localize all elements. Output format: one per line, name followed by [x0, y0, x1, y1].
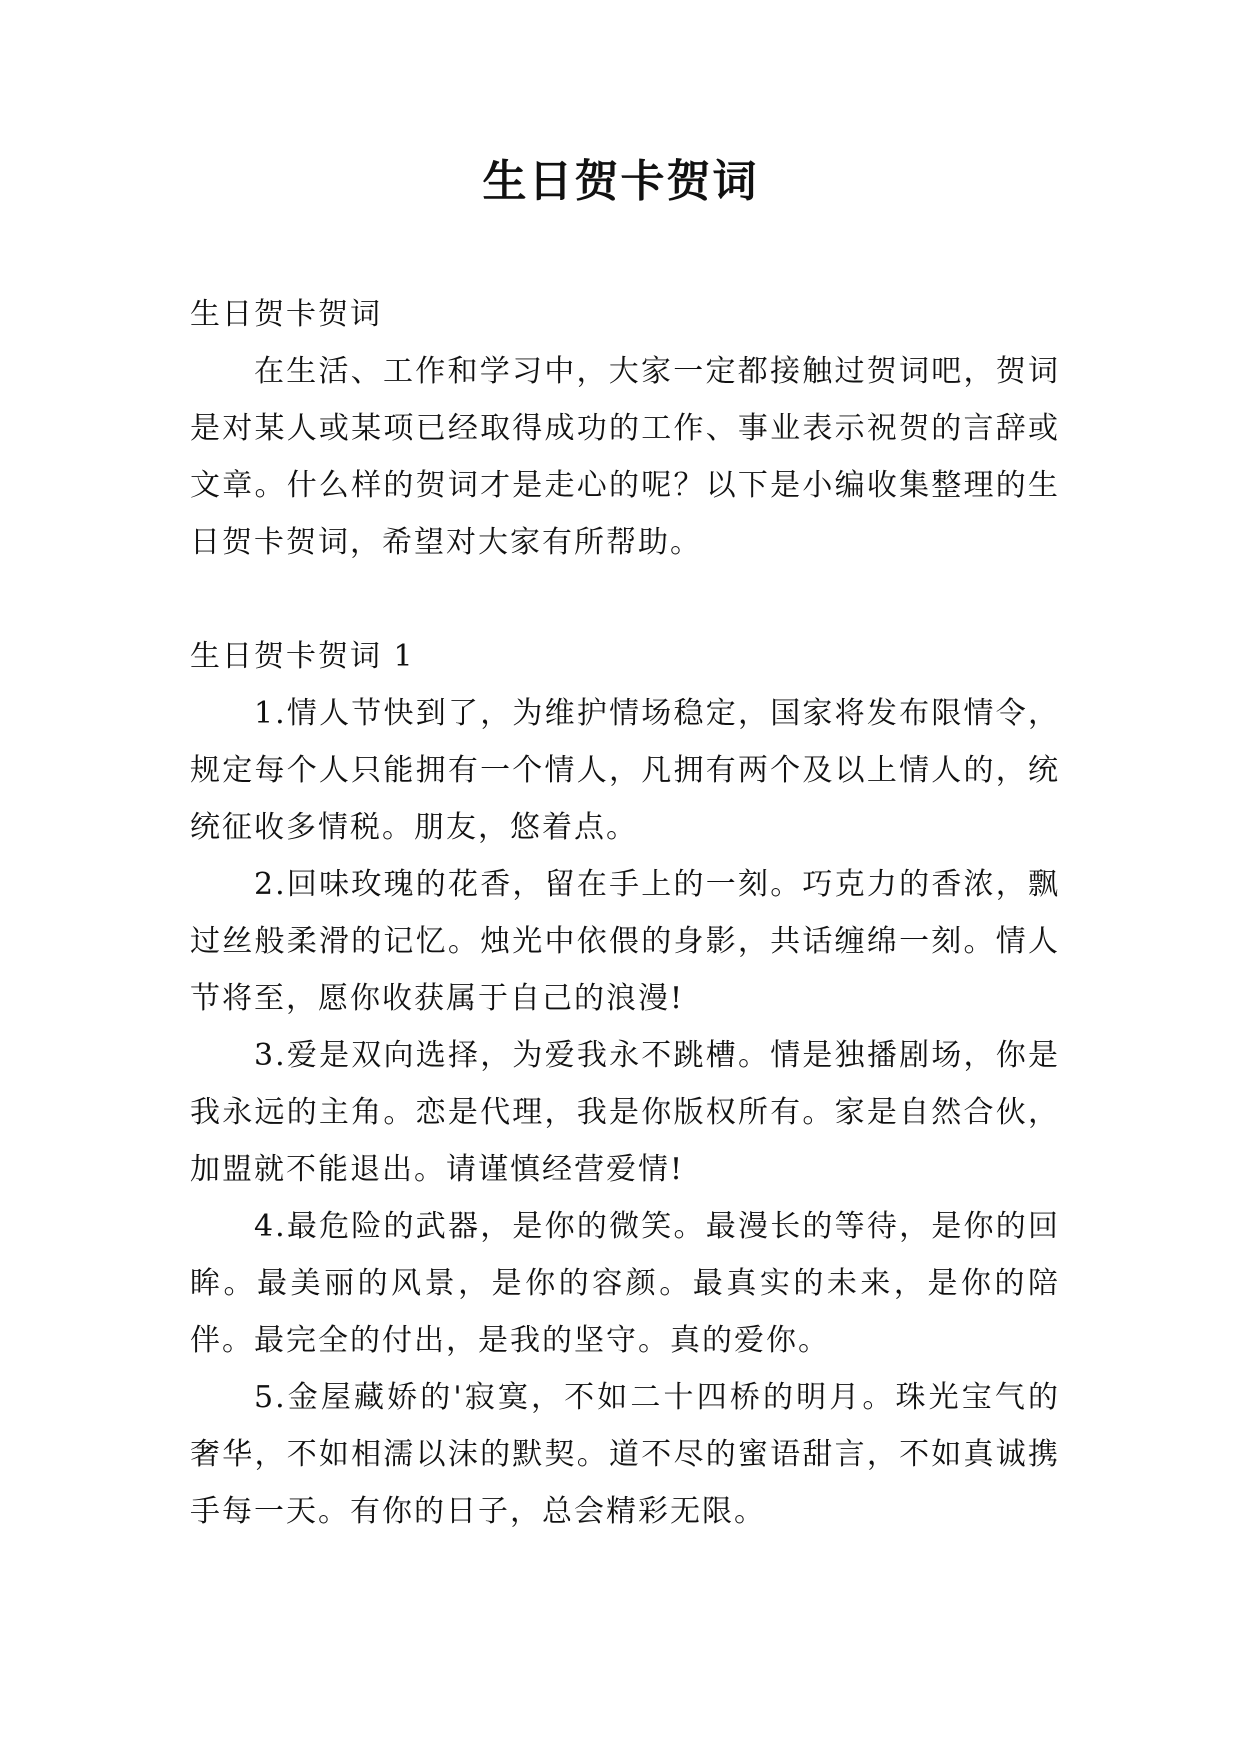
document-body — [190, 286, 1060, 1540]
list-item: 3.爱是双向选择，为爱我永不跳槽。情是独播剧场，你是我永远的主角。恋是代理，我是你版权所有。家是自然合伙，加盟就不能退出。请谨慎经营爱情! — [190, 1038, 1060, 1187]
section-title: 生日贺卡贺词 1 — [190, 639, 415, 674]
list-item: 5.金屋藏娇的'寂寞，不如二十四桥的明月。珠光宝气的奢华，不如相濡以沫的默契。道不尽的蜜语甜言，不如真诚携手每一天。有你的日子，总会精彩无限。 — [190, 1380, 1060, 1529]
document-subtitle: 生日贺卡贺词 — [190, 297, 382, 332]
intro-paragraph: 在生活、工作和学习中，大家一定都接触过贺词吧，贺词是对某人或某项已经取得成功的工作、事业表示祝贺的言辞或文章。什么样的贺词才是走心的呢？以下是小编收集整理的生日贺卡贺词，希望对大家有所帮助。 — [190, 354, 1060, 560]
list-item: 4.最危险的武器，是你的微笑。最漫长的等待，是你的回眸。最美丽的风景，是你的容颜。最真实的未来，是你的陪伴。最完全的付出，是我的坚守。真的爱你。 — [190, 1209, 1060, 1358]
list-item: 1.情人节快到了，为维护情场稳定，国家将发布限情令，规定每个人只能拥有一个情人，凡拥有两个及以上情人的，统统征收多情税。朋友，悠着点。 — [190, 696, 1060, 845]
paragraph-spacer — [190, 571, 1060, 628]
list-item: 2.回味玫瑰的花香，留在手上的一刻。巧克力的香浓，飘过丝般柔滑的记忆。烛光中依偎的身影，共话缠绵一刻。情人节将至，愿你收获属于自己的浪漫! — [190, 867, 1060, 1016]
document-title: 生日贺卡贺词 — [482, 156, 759, 207]
